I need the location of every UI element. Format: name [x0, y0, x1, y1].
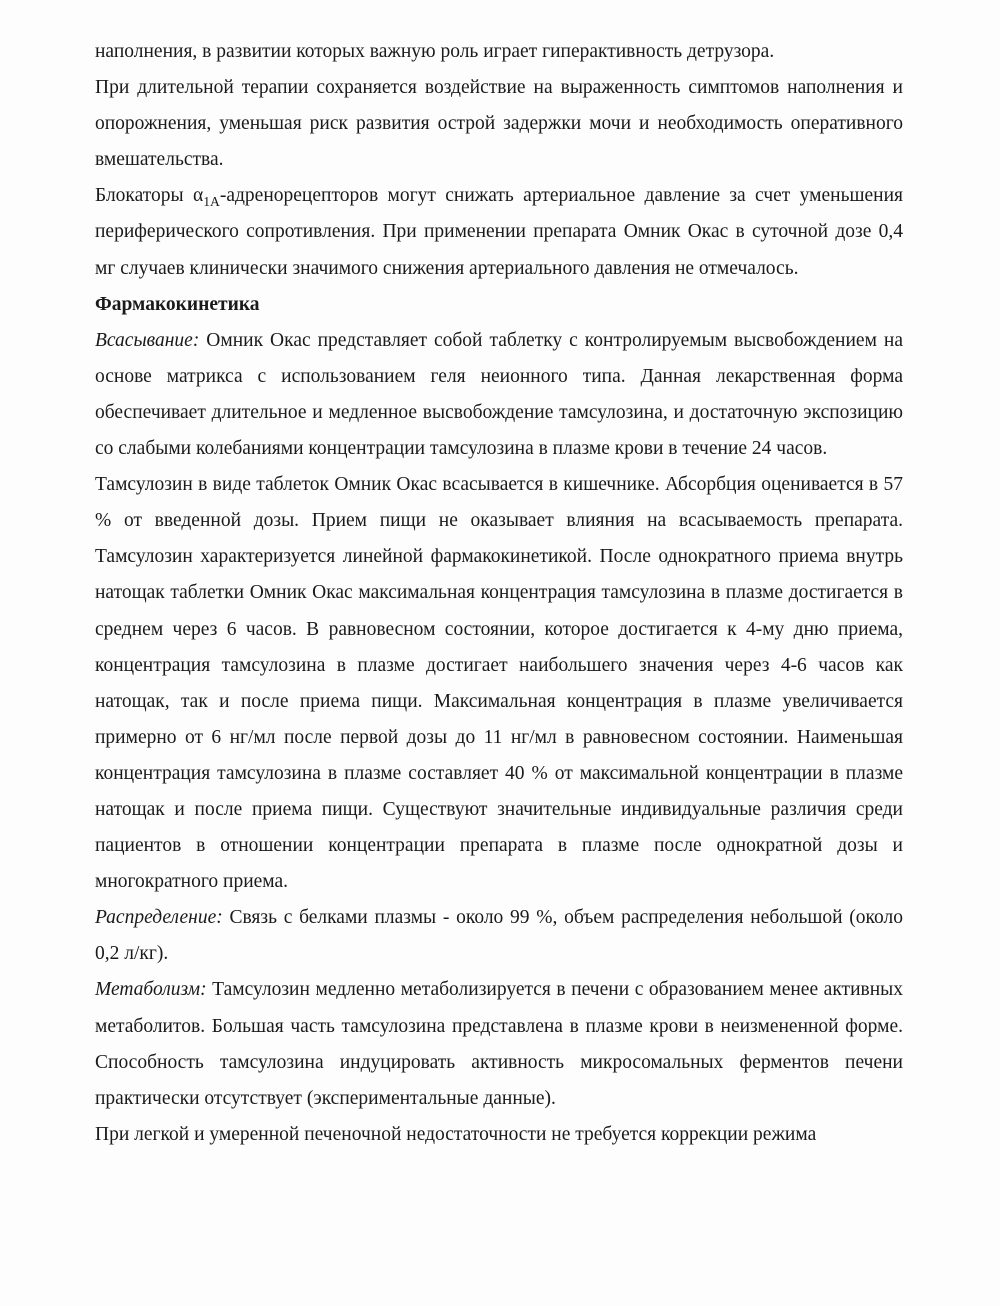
absorption-label: Всасывание: — [95, 329, 200, 351]
alpha-subscript: 1A — [203, 194, 220, 210]
paragraph-distribution — [95, 900, 903, 972]
alpha-blockers-start: Блокаторы α — [95, 185, 204, 207]
distribution-text: Связь с белками плазмы - около 99 %, объем распределения небольшой (около 0,2 л/кг). — [95, 907, 903, 965]
absorption-text: Омник Окас представляет собой таблетку с контролируемым высвобождением на основе матрикса с использованием геля неионного типа. Данная лекарственная форма обеспечивает длительное и медленное высвобождение тамсулозина, и достаточную экспозицию со слабыми колебаниями концентрации тамсулозина в плазме крови в течение 24 часов. — [95, 329, 903, 460]
paragraph-hepatic-insufficiency: При легкой и умеренной печеночной недостаточности не требуется коррекции режима — [95, 1123, 817, 1145]
metabolism-text: Тамсулозин медленно метаболизируется в печени с образованием менее активных метаболитов. Большая часть тамсулозина представлена в плазме крови в неизмененной форме. Способность тамсулозина индуцировать активность микросомальных ферментов печени практически отсутствует (экспериментальные данные). — [95, 979, 903, 1109]
paragraph-metabolism — [95, 972, 903, 1116]
paragraph-long-term-therapy: При длительной терапии сохраняется воздействие на выраженность симптомов наполнения и опорожнения, уменьшая риск развития острой задержки мочи и необходимость оперативного вмешательства. — [95, 77, 903, 171]
paragraph-detrusor: наполнения, в развитии которых важную роль играет гиперактивность детрузора. — [95, 41, 775, 62]
paragraph-alpha-blockers — [95, 178, 903, 286]
distribution-label: Распределение: — [95, 907, 223, 929]
section-heading-pharmacokinetics: Фармакокинетика — [95, 293, 260, 315]
paragraph-absorption — [95, 323, 903, 467]
alpha-blockers-rest: -адренорецепторов могут снижать артериальное давление за счет уменьшения периферического сопротивления. При применении препарата Омник Окас в суточной дозе 0,4 мг случаев клинически значимого снижения артериального давления не отмечалось. — [95, 185, 903, 279]
paragraph-absorption-details: Тамсулозин в виде таблеток Омник Окас всасывается в кишечнике. Абсорбция оценивается в 57 % от введенной дозы. Прием пищи не оказывает влияния на всасываемость препарата. Тамсулозин характеризуется линейной фармакокинетикой. После однократного приема внутрь натощак таблетки Омник Окас максимальная концентрация тамсулозина в плазме достигается в среднем через 6 часов. В равновесном состоянии, которое достигается к 4-му дню приема, концентрация тамсулозина в плазме достигает наибольшего значения через 4-6 часов как натощак, так и после приема пищи. Максимальная концентрация в плазме увеличивается примерно от 6 нг/мл после первой дозы до 11 нг/мл в равновесном состоянии. Наименьшая концентрация тамсулозина в плазме составляет 40 % от максимальной концентрации в плазме натощак и после приема пищи. Существуют значительные индивидуальные различия среди пациентов в отношении концентрации препарата в плазме после однократной дозы и многократного приема. — [95, 474, 903, 893]
metabolism-label: Метаболизм: — [95, 979, 207, 1001]
document-body — [95, 34, 903, 1153]
